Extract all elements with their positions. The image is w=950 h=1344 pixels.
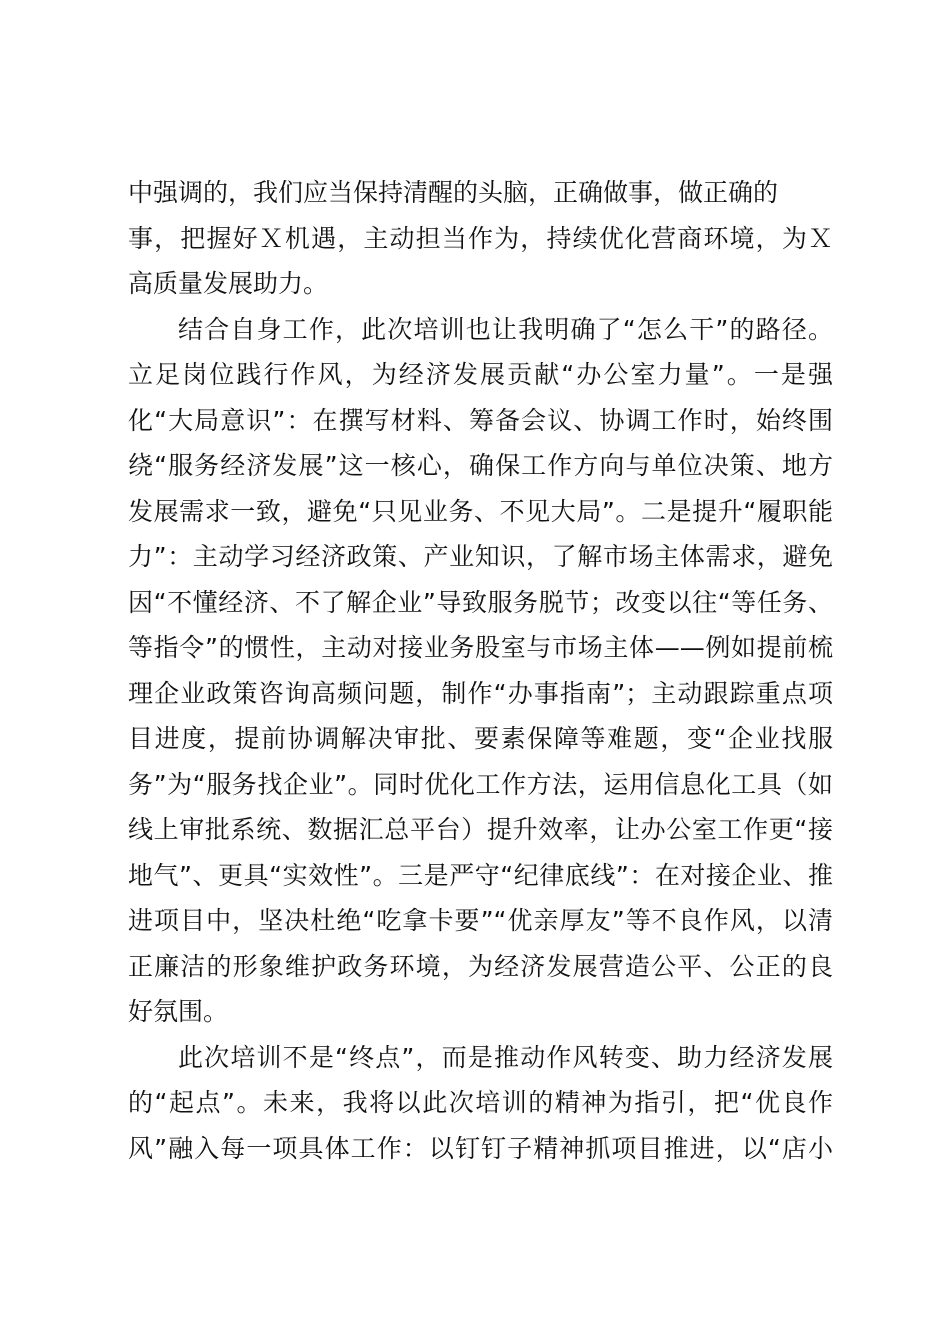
text-line: 力”：主动学习经济政策、产业知识，了解市场主体需求，避免 [128,542,833,571]
text-line: 结合自身工作，此次培训也让我明确了“怎么干”的路径。 [178,314,833,344]
text-line: 地气”、更具“实效性”。三是严守“纪律底线”：在对接企业、推 [128,860,833,890]
text-line: 目进度，提前协调解决审批、要素保障等难题，变“企业找服 [128,724,833,753]
text-line: 风”融入每一项具体工作：以钉钉子精神抓项目推进，以“店小 [128,1133,833,1163]
body-text [128,170,833,1171]
text-line: 绕“服务经济发展”这一核心，确保工作方向与单位决策、地方 [128,451,833,480]
text-line: 化“大局意识”：在撰写材料、筹备会议、协调工作时，始终围 [128,405,833,435]
text-line: 务”为“服务找企业”。同时优化工作方法，运用信息化工具（如 [128,769,833,799]
text-line: 进项目中，坚决杜绝“吃拿卡要”“优亲厚友”等不良作风，以清 [128,906,833,935]
text-line: 此次培训不是“终点”，而是推动作风转变、助力经济发展 [178,1042,833,1072]
text-line: 等指令”的惯性，主动对接业务股室与市场主体——例如提前梳 [128,633,833,662]
text-line: 线上审批系统、数据汇总平台）提升效率，让办公室工作更“接 [128,815,833,844]
text-line: 因“不懂经济、不了解企业”导致服务脱节；改变以往“等任务、 [128,587,833,617]
text-line: 事，把握好Ｘ机遇，主动担当作为，持续优化营商环境，为Ｘ [128,223,833,253]
text-line: 立足岗位践行作风，为经济发展贡献“办公室力量”。一是强 [128,360,833,389]
text-line: 发展需求一致，避免“只见业务、不见大局”。二是提升“履职能 [128,496,833,526]
text-line: 的“起点”。未来，我将以此次培训的精神为指引，把“优良作 [128,1088,833,1117]
text-line: 好氛围。 [128,997,229,1026]
text-line: 正廉洁的形象维护政务环境，为经济发展营造公平、公正的良 [128,951,833,981]
text-line: 中强调的，我们应当保持清醒的头脑，正确做事，做正确的 [128,178,779,207]
text-line: 高质量发展助力。 [128,269,329,298]
text-line: 理企业政策咨询高频问题，制作“办事指南”；主动跟踪重点项 [128,678,833,708]
